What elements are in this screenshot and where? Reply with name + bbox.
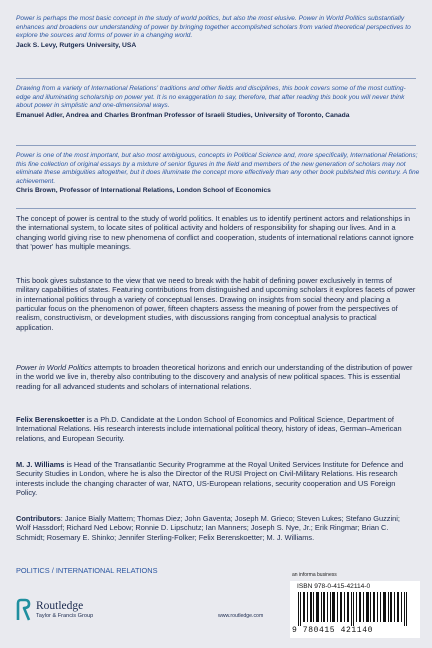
divider [16,145,416,146]
barcode-bars [296,592,414,626]
bio-text: is a Ph.D. Candidate at the London School of Economics and Political Science, Department of International Relations. His research interests include international political theory, history of ideas, German–American relations, and European Security. [16,415,402,443]
informa-tagline: an informa business [292,572,337,578]
endorsement-attribution: Chris Brown, Professor of International Relations, London School of Economics [16,187,271,195]
endorsement-3 [16,152,420,196]
barcode-number: 9 780415 421140 [292,626,374,635]
endorsement-attribution: Emanuel Adler, Andrea and Charles Bronfman Professor of Israeli Studies, University of Toronto, Canada [16,111,350,119]
author-bio-1 [16,415,416,443]
contributors [16,514,416,542]
bio-text: is Head of the Transatlantic Security Programme at the Royal United Services Institute for Defence and Security Studies in London, where he is also the Director of the RUSI Project on Civil-Military Relations. His research interests include the changing character of war, NATO, US-European relations, security cooperation and US Foreign Policy. [16,460,404,498]
endorsement-quote: Power is perhaps the most basic concept in the study of world politics, but also the most elusive. Power in World Politics substantially enhances and broadens our understanding of power by bringing together accomplished scholars from varied theoretical perspectives to explore the sources and forms of power in a changing world. [16,15,411,40]
contributors-label: Contributors [16,514,61,523]
endorsement-2 [16,85,420,120]
contributors-list: : Janice Bially Mattern; Thomas Diez; John Gaventa; Joseph M. Grieco; Steven Lukes; Stefano Guzzini; Wolf Hassdorf; Richard Ned Lebow; Ronnie D. Lipschutz; Ian Manners; Joseph S. Nye, Jr.; Erik Ringmar; Brian C. Schmidt; Rosemary E. Shinko; Jennifer Sterling-Folker; Felix Berenskoetter; M. J. Williams. [16,514,400,542]
book-title: Power in World Politics [16,363,92,372]
author-name: Felix Berenskoetter [16,415,85,424]
description-paragraph-3 [16,363,416,391]
endorsement-quote: Drawing from a variety of International Relations' traditions and other fields and disciplines, this book covers some of the most cutting-edge and illuminating scholarship on power yet. It is no exaggeration to say, therefore, that after reading this book you will never think about power in simplistic and one-dimensional ways. [16,85,406,110]
endorsement-attribution: Jack S. Levy, Rutgers University, USA [16,41,137,49]
endorsement-1 [16,15,420,50]
divider [16,208,416,209]
subject-category: POLITICS / INTERNATIONAL RELATIONS [16,566,158,575]
publisher-subtitle: Taylor & Francis Group [36,613,94,619]
divider [16,78,416,79]
description-paragraph-2: This book gives substance to the view that we need to break with the habit of defining power exclusively in terms of military capabilities of states. Featuring contributions from distinguished and upcoming scholars it explores facets of power in international politics through a variety of conceptual lenses. Drawing on insights from social theory and placing a particular focus on the phenomenon of power, fifteen chapters assess the meaning of power from the perspectives of realism, constructivism, or development studies, with discussions ranging from conceptual analysis to practical application. [16,276,416,332]
publisher-name: Routledge [36,600,84,612]
endorsement-quote: Power is one of the most important, but also most ambiguous, concepts in Political Science and, more specifically, International Relations; this fine collection of original essays by a mixture of senior figures in the field and members of the new generation of scholars may not eliminate these ambiguities altogether, but it does illuminate the concept more effectively than any other book published this century. A fine achievement. [16,152,420,185]
isbn-text: ISBN 978-0-415-42114-0 [297,583,371,590]
publisher-website: www.routledge.com [218,613,264,619]
paragraph-text: attempts to broaden theoretical horizons and enrich our understanding of the distribution of power in the world we live in, thereby also contributing to the discovery and analysis of new political spaces. This is essential reading for all advanced students and scholars of international relations. [16,363,413,391]
author-name: M. J. Williams [16,460,65,469]
routledge-logo-icon [16,598,32,622]
author-bio-2 [16,460,416,497]
description-paragraph-1: The concept of power is central to the study of world politics. It enables us to identify pertinent actors and relationships in the international system, to locate sites of political activity and holders of responsibility for shaping our lives. And in a changing world giving rise to new phenomena of conflict and cooperation, students of international relations cannot ignore that 'power' has multiple meanings. [16,214,414,252]
barcode [290,581,420,638]
